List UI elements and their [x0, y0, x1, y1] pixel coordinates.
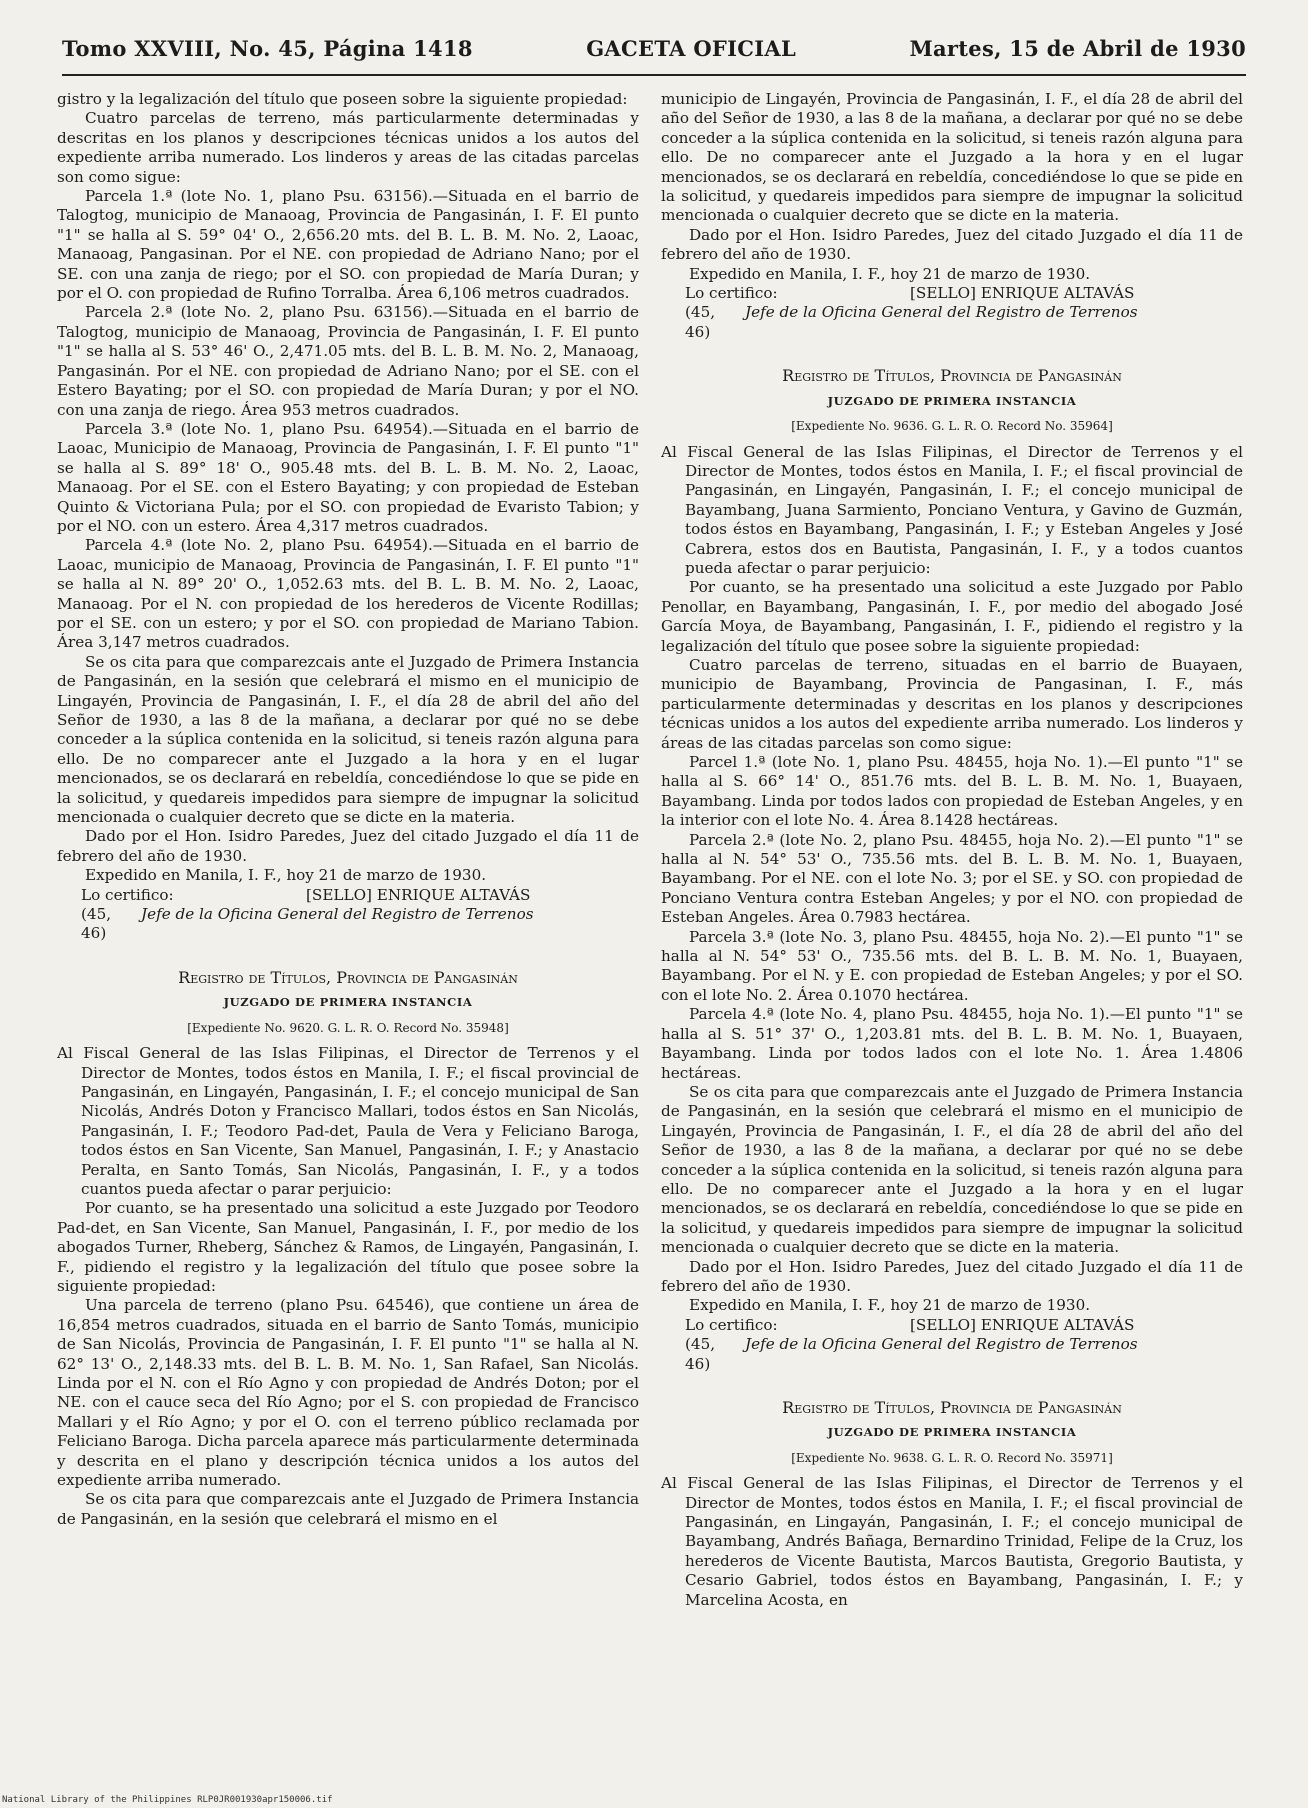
paragraph: Por cuanto, se ha presentado una solicitud a este Juzgado por Pablo Penollar, en Bayambang, Pangasinán, I. F., por medio del abogado José García Moya, de Bayambang, Pangasinán, I. F., pidiendo el registro y la legalización del título que posee sobre la siguiente propiedad:: [661, 578, 1243, 655]
office-line: [661, 303, 1243, 342]
seal-signature: [SELLO] ENRIQUE ALTAVÁS: [910, 284, 1135, 303]
paragraph: Se os cita para que comparezcais ante el Juzgado de Primera Instancia de Pangasinán, en la sesión que celebrará el mismo en el municipio de Lingayén, Provincia de Pangasinán, I. F., el día 28 de abril del año del Señor de 1930, a las 8 de la mañana, a declarar por qué no se debe conceder a la súplica contenida en la solicitud, si teneis razón alguna para ello. De no comparecer ante el Juzgado a la hora y en el lugar mencionados, se os declarará en rebeldía, concediéndose lo que se pide en la solicitud, y quedareis impedidos para siempre de impugnar la solicitud mencionada o cualquier decreto que se dicte en la materia.: [661, 1082, 1243, 1257]
section-title: Registro de Títulos, Provincia de Pangasinán: [782, 1398, 1122, 1417]
paragraph: Expedido en Manila, I. F., hoy 21 de marzo de 1930.: [85, 866, 487, 885]
paragraph: Una parcela de terreno (plano Psu. 64546), que contiene un área de 16,854 metros cuadrados, situada en el barrio de Santo Tomás, municipio de San Nicolás, Provincia de Pangasinán, I. F. El punto "1" se halla al N. 62° 13' O., 2,148.33 mts. del B. L. B. M. No. 1, San Rafael, San Nicolás. Linda por el N. con el Río Agno y con propiedad de Andrés Doton; por el NE. con el cauce seca del Río Agno; por el S. con propiedad de Francisco Mallari y el Río Agno; y por el O. con el terreno público reclamada por Feliciano Baroga. Dicha parcela aparece más particularmente determinada y descrita en el plano y descripción técnica unidos a los autos del expediente arriba numerado.: [57, 1296, 639, 1490]
notice-code: (45, 46): [685, 1335, 716, 1373]
running-header: [62, 36, 1246, 66]
expediente-ref: [Expediente No. 9636. G. L. R. O. Record No. 35964]: [791, 419, 1113, 434]
notice-code: (45, 46): [81, 905, 112, 943]
paragraph: Se os cita para que comparezcais ante el Juzgado de Primera Instancia de Pangasinán, en la sesión que celebrará el mismo en el municipio de Lingayén, Provincia de Pangasinán, I. F., el día 28 de abril del año del Señor de 1930, a las 8 de la mañana, a declarar por qué no se debe conceder a la súplica contenida en la solicitud, si teneis razón alguna para ello. De no comparecer ante el Juzgado a la hora y en el lugar mencionados, se os declarará en rebeldía, concediéndose lo que se pide en la solicitud, y quedareis impedidos para siempre de impugnar la solicitud mencionada o cualquier decreto que se dicte en la materia.: [57, 652, 639, 827]
section-subtitle: JUZGADO DE PRIMERA INSTANCIA: [827, 1425, 1077, 1440]
paragraph: Parcela 2.ª (lote No. 2, plano Psu. 48455, hoja No. 2).—El punto "1" se halla al N. 54° 53' O., 735.56 mts. del B. L. B. M. No. 1, Buayaen, Bayambang. Por el NE. con el lote No. 3; por el SE. y SO. con propiedad de Ponciano Ventura contra Esteban Angeles; y por el NO. con propiedad de Esteban Angeles. Área 0.7983 hectárea.: [661, 830, 1243, 927]
office-line: [661, 1335, 1243, 1374]
paragraph: Parcela 2.ª (lote No. 2, plano Psu. 63156).—Situada en el barrio de Talogtog, municipio de Manaoag, Provincia de Pangasinán, I. F. El punto "1" se halla al S. 53° 46' O., 2,471.05 mts. del B. L. B. M. No. 2, Manaoag, Pangasinán. Por el NE. con propiedad de Adriano Nano; por el SE. con el Estero Bayating; por el SO. con propiedad de María Duran; y por el NO. con una zanja de riego. Área 953 metros cuadrados.: [57, 303, 639, 419]
scan-footer: National Library of the Philippines RLP0JR001930apr150006.tif: [2, 1795, 333, 1805]
seal-signature: [SELLO] ENRIQUE ALTAVÁS: [910, 1315, 1135, 1334]
expediente-ref: [Expediente No. 9638. G. L. R. O. Record No. 35971]: [791, 1450, 1113, 1465]
header-rule: [62, 74, 1246, 76]
notice-code: (45, 46): [685, 303, 716, 341]
expediente-ref: [Expediente No. 9620. G. L. R. O. Record No. 35948]: [187, 1020, 509, 1035]
certification-line: [661, 284, 1243, 303]
header-date: Martes, 15 de Abril de 1930: [909, 36, 1246, 61]
paragraph: Dado por el Hon. Isidro Paredes, Juez del citado Juzgado el día 11 de febrero del año de 1930.: [661, 225, 1243, 264]
office-title: Jefe de la Oficina General del Registro de Terrenos: [141, 905, 534, 924]
paragraph: municipio de Lingayén, Provincia de Pangasinán, I. F., el día 28 de abril del año del Señor de 1930, a las 8 de la mañana, a declarar por qué no se debe conceder a la súplica contenida en la solicitud, si teneis razón alguna para ello. De no comparecer ante el Juzgado a la hora y en el lugar mencionados, se os declarará en rebeldía, concediéndose lo que se pide en la solicitud, y quedareis impedidos para siempre de impugnar la solicitud mencionada o cualquier decreto que se dicte en la materia.: [661, 90, 1243, 225]
office-title: Jefe de la Oficina General del Registro de Terrenos: [745, 303, 1138, 322]
paragraph: Cuatro parcelas de terreno, situadas en el barrio de Buayaen, municipio de Bayambang, Provincia de Pangasinan, I. F., más particularmente determinadas y descritas en los planos y descripciones técnicas unidos a los autos del expediente arriba numerado. Los linderos y áreas de las citadas parcelas son como sigue:: [661, 655, 1243, 752]
paragraph: Expedido en Manila, I. F., hoy 21 de marzo de 1930.: [689, 1296, 1091, 1315]
paragraph: Parcela 4.ª (lote No. 2, plano Psu. 64954).—Situada en el barrio de Laoac, municipio de Manaoag, Provincia de Pangasinán, I. F. El punto "1" se halla al N. 89° 20' O., 1,052.63 mts. del B. L. B. M. No. 2, Laoac, Manaoag. Por el N. con propiedad de los herederos de Vicente Rodillas; por el SE. con un estero; y por el SO. con propiedad de Mariano Tabion. Área 3,147 metros cuadrados.: [57, 536, 639, 652]
paragraph: Cuatro parcelas de terreno, más particularmente determinadas y descritas en los planos y descripciones técnicas unidos a los autos del expediente arriba numerado. Los linderos y areas de las citadas parcelas son como sigue:: [57, 109, 639, 186]
certifico-label: Lo certifico:: [81, 885, 174, 904]
certification-line: [57, 886, 639, 905]
paragraph: Parcela 4.ª (lote No. 4, plano Psu. 48455, hoja No. 1).—El punto "1" se halla al S. 51° 37' O., 1,203.81 mts. del B. L. B. M. No. 1, Buayaen, Bayambang. Linda por todos lados con el lote No. 1. Área 1.4806 hectáreas.: [661, 1005, 1243, 1082]
certifico-label: Lo certifico:: [685, 284, 778, 303]
header-volume: Tomo XXVIII, No. 45, Página 1418: [62, 36, 473, 61]
paragraph: Se os cita para que comparezcais ante el Juzgado de Primera Instancia de Pangasinán, en la sesión que celebrará el mismo en el: [57, 1490, 639, 1528]
section-title: Registro de Títulos, Provincia de Pangasinán: [782, 366, 1122, 386]
paragraph: Al Fiscal General de las Islas Filipinas, el Director de Terrenos y el Director de Montes, todos éstos en Manila, I. F.; el fiscal provincial de Pangasinán, en Lingayán, Pangasinán, I. F.; el concejo municipal de Bayambang, Andrés Bañaga, Bernardino Trinidad, Felipe de la Cruz, los herederos de Vicente Bautista, Marcos Bautista, Gregorio Bautista, y Cesario Gabriel, todos éstos en Bayambang, Pangasinán, I. F.; y Marcelina Acosta, en: [661, 1474, 1243, 1609]
certification-line: [661, 1316, 1243, 1335]
paragraph: gistro y la legalización del título que poseen sobre la siguiente propiedad:: [57, 90, 628, 108]
certifico-label: Lo certifico:: [685, 1315, 778, 1334]
paragraph: Dado por el Hon. Isidro Paredes, Juez del citado Juzgado el día 11 de febrero del año de 1930.: [661, 1257, 1243, 1295]
office-line: [57, 905, 639, 944]
section-subtitle: JUZGADO DE PRIMERA INSTANCIA: [223, 995, 473, 1010]
paragraph: Expedido en Manila, I. F., hoy 21 de marzo de 1930.: [689, 264, 1091, 283]
paragraph: Por cuanto, se ha presentado una solicitud a este Juzgado por Teodoro Pad-det, en San Vicente, San Manuel, Pangasinán, I. F., por medio de los abogados Turner, Rheberg, Sánchez & Ramos, de Lingayén, Pangasinán, I. F., pidiendo el registro y la legalización del título que posee sobre la siguiente propiedad:: [57, 1199, 639, 1295]
left-column: [57, 90, 639, 1770]
paragraph: Al Fiscal General de las Islas Filipinas, el Director de Terrenos y el Director de Montes, todos éstos en Manila, I. F.; el fiscal provincial de Pangasinán, en Lingayén, Pangasinán, I. F.; el concejo municipal de San Nicolás, Andrés Doton y Francisco Mallari, todos éstos en San Nicolás, Pangasinán, I. F.; Teodoro Pad-det, Paula de Vera y Feliciano Baroga, todos éstos en San Vicente, San Manuel, Pangasinán, I. F.; y Anastacio Peralta, en Santo Tomás, San Nicolás, Pangasinán, I. F., y a todos cuantos pueda afectar o parar perjuicio:: [57, 1044, 639, 1198]
seal-signature: [SELLO] ENRIQUE ALTAVÁS: [306, 885, 531, 904]
paragraph: Parcela 1.ª (lote No. 1, plano Psu. 63156).—Situada en el barrio de Talogtog, municipio de Manaoag, Provincia de Pangasinán, I. F. El punto "1" se halla al S. 59° 04' O., 2,656.20 mts. del B. L. B. M. No. 2, Laoac, Manaoag, Pangasinan. Por el NE. con propiedad de Adriano Nano; por el SE. con una zanja de riego; por el SO. con propiedad de María Duran; y por el O. con propiedad de Rufino Torralba. Área 6,106 metros cuadrados.: [57, 187, 639, 303]
paragraph: Parcela 3.ª (lote No. 3, plano Psu. 48455, hoja No. 2).—El punto "1" se halla al N. 54° 53' O., 735.56 mts. del B. L. B. M. No. 1, Buayaen, Bayambang. Por el N. y E. con propiedad de Esteban Angeles; y por el SO. con el lote No. 2. Área 0.1070 hectárea.: [661, 927, 1243, 1004]
section-subtitle: JUZGADO DE PRIMERA INSTANCIA: [827, 393, 1077, 408]
paragraph: Parcel 1.ª (lote No. 1, plano Psu. 48455, hoja No. 1).—El punto "1" se halla al S. 66° 14' O., 851.76 mts. del B. L. B. M. No. 1, Buayaen, Bayambang. Linda por todos lados con propiedad de Esteban Angeles, y en la interior con el lote No. 4. Área 8.1428 hectáreas.: [661, 753, 1243, 830]
section-title: Registro de Títulos, Provincia de Pangasinán: [178, 967, 518, 987]
paragraph: Parcela 3.ª (lote No. 1, plano Psu. 64954).—Situada en el barrio de Laoac, Municipio de Manaoag, Provincia de Pangasinán, I. F. El punto "1" se halla al S. 89° 18' O., 905.48 mts. del B. L. B. M. No. 2, Laoac, Manaoag. Por el SE. con el Estero Bayating; y con propiedad de Esteban Quinto & Victoriana Pula; por el SO. con propiedad de Evaristo Tabion; y por el NO. con un estero. Área 4,317 metros cuadrados.: [57, 419, 639, 535]
paragraph: Dado por el Hon. Isidro Paredes, Juez del citado Juzgado el día 11 de febrero del año de 1930.: [57, 827, 639, 865]
right-column: [661, 90, 1243, 1770]
header-publication-title: GACETA OFICIAL: [586, 36, 797, 61]
office-title: Jefe de la Oficina General del Registro de Terrenos: [745, 1335, 1138, 1354]
paragraph: Al Fiscal General de las Islas Filipinas, el Director de Terrenos y el Director de Montes, todos éstos en Manila, I. F.; el fiscal provincial de Pangasinán, en Lingayén, Pangasinán, I. F.; el concejo municipal de Bayambang, Juana Sarmiento, Ponciano Ventura, y Gavino de Guzmán, todos éstos en Bayambang, Pangasinán, I. F.; y Esteban Angeles y José Cabrera, estos dos en Bautista, Pangasinán, I. F., y a todos cuantos pueda afectar o parar perjuicio:: [661, 442, 1243, 577]
